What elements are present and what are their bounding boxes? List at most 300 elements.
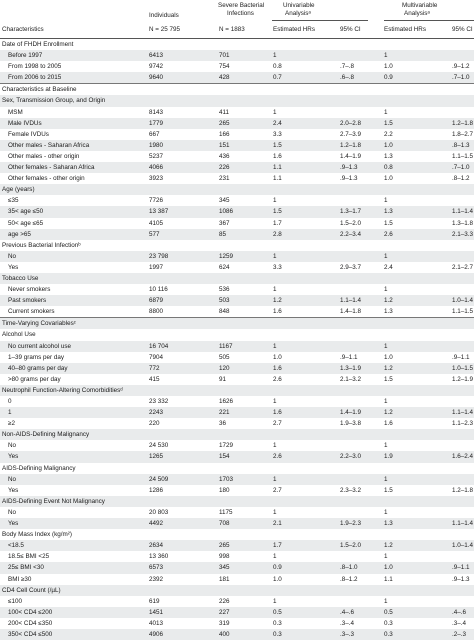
cell-hr: 0.9 <box>273 564 282 572</box>
table-row <box>0 61 474 72</box>
header-univariable-line1: Univariable <box>283 2 315 9</box>
cell-mhr: 1 <box>384 52 388 60</box>
cell-n: 619 <box>149 597 160 605</box>
cell-hr: 1 <box>273 342 277 350</box>
row-label: AIDS-Defining Event Not Malignancy <box>2 497 105 505</box>
cell-hr: 1.6 <box>273 364 282 372</box>
cell-mci: .3–.4 <box>452 619 467 627</box>
row-label: 350< CD4 ≤500 <box>8 630 53 638</box>
cell-mci: 1.2–1.9 <box>452 375 474 383</box>
table-body <box>0 39 474 640</box>
table-row <box>0 341 474 352</box>
cell-mhr: 1 <box>384 342 388 350</box>
cell-mci: 2.1–3.3 <box>452 230 474 238</box>
cell-n: 1451 <box>149 608 164 616</box>
cell-mhr: 2.6 <box>384 230 393 238</box>
cell-mci: 1.0–1.4 <box>452 297 474 305</box>
cell-mhr: 1.5 <box>384 486 393 494</box>
row-label: Other females - other origin <box>8 175 85 183</box>
table-row <box>0 407 474 418</box>
cell-n: 4013 <box>149 619 164 627</box>
cell-n: 6573 <box>149 564 164 572</box>
row-label: Female IVDUs <box>8 130 49 138</box>
header-characteristics: Characteristics <box>2 26 44 33</box>
row-label: 50< age ≤65 <box>8 219 44 227</box>
cell-hr: 0.3 <box>273 619 282 627</box>
cell-n: 24 530 <box>149 442 169 450</box>
cell-hr: 1.6 <box>273 308 282 316</box>
table-row <box>0 273 474 284</box>
cell-mhr: 1.2 <box>384 542 393 550</box>
header-individuals: Individuals <box>149 12 179 19</box>
table-row <box>0 118 474 129</box>
cell-mhr: 1 <box>384 597 388 605</box>
cell-n: 23 332 <box>149 398 169 405</box>
cell-ci: 1.9–3.8 <box>340 420 362 428</box>
table-row <box>0 363 474 374</box>
row-label: Neutrophil Function-Altering Comorbiditiesᵈ <box>2 386 123 394</box>
cell-n: 6413 <box>149 52 164 60</box>
row-label: ≤35 <box>8 197 19 205</box>
cell-hr: 1 <box>273 475 277 483</box>
cell-mci: .9–1.1 <box>452 564 470 572</box>
table-row <box>0 374 474 385</box>
cell-n: 24 509 <box>149 475 169 483</box>
cell-mhr: 1.9 <box>384 453 393 461</box>
cell-mhr: 0.9 <box>384 74 393 82</box>
multivariable-span-rule <box>384 20 474 21</box>
cell-mci: .4–.6 <box>452 608 467 616</box>
table-row <box>0 540 474 551</box>
cell-n: 1779 <box>149 119 164 127</box>
cell-hr: 1.0 <box>273 575 282 583</box>
cell-ci: 2.0–2.8 <box>340 119 362 127</box>
cell-sbi: 221 <box>219 409 230 417</box>
univariable-span-rule <box>272 20 368 21</box>
cell-mci: 1.1–1.5 <box>452 308 474 316</box>
row-label: No <box>8 252 17 260</box>
cell-mhr: 1.0 <box>384 141 393 149</box>
cell-ci: 1.1–1.4 <box>340 297 362 305</box>
cell-hr: 1.7 <box>273 542 282 550</box>
row-label: Non-AIDS-Defining Malignancy <box>2 431 90 439</box>
cell-hr: 1.6 <box>273 409 282 417</box>
table-row <box>0 39 474 50</box>
cell-ci: .4–.6 <box>340 608 355 616</box>
cell-sbi: 411 <box>219 108 230 116</box>
header-ci-multi: 95% CI <box>452 26 473 33</box>
table-row <box>0 306 474 317</box>
table-row <box>0 206 474 217</box>
row-label: No <box>8 442 17 450</box>
cell-mhr: 1 <box>384 286 388 294</box>
row-label: BMI ≥30 <box>8 575 32 583</box>
cell-mhr: 0.5 <box>384 608 393 616</box>
table-row <box>0 485 474 496</box>
cell-n: 7904 <box>149 353 164 361</box>
cell-n: 1286 <box>149 486 164 494</box>
table-row <box>0 129 474 140</box>
row-label: Tobacco Use <box>2 274 39 282</box>
cell-sbi: 1729 <box>219 442 234 450</box>
cell-hr: 0.5 <box>273 608 282 616</box>
cell-ci: .3–.4 <box>340 619 355 627</box>
cell-n: 4066 <box>149 164 164 172</box>
cell-mhr: 1 <box>384 108 388 116</box>
cell-mci: 1.2–1.8 <box>452 486 474 494</box>
cell-n: 13 360 <box>149 553 169 561</box>
cell-n: 1265 <box>149 453 164 461</box>
cell-ci: 1.5–2.0 <box>340 219 362 227</box>
cell-mhr: 1 <box>384 553 388 561</box>
cell-mhr: 1.2 <box>384 409 393 417</box>
cell-hr: 1.5 <box>273 208 282 216</box>
cell-n: 1997 <box>149 263 164 271</box>
row-label: Body Mass Index (kg/m²) <box>2 531 72 539</box>
row-label: age >65 <box>8 230 31 238</box>
cell-mci: 1.1–1.4 <box>452 409 474 417</box>
cell-sbi: 754 <box>219 63 230 71</box>
cell-mci: 1.1–1.4 <box>452 208 474 216</box>
row-label: No current alcohol use <box>8 342 72 350</box>
cell-sbi: 166 <box>219 130 230 138</box>
cell-mhr: 1.3 <box>384 152 393 160</box>
cell-sbi: 36 <box>219 420 227 428</box>
cell-mci: .7–1.0 <box>452 164 470 172</box>
row-label: Sex, Transmission Group, and Origin <box>2 97 106 105</box>
table-row <box>0 229 474 240</box>
cell-ci: .9–1.1 <box>340 353 358 361</box>
table-row <box>0 317 474 329</box>
row-label: Male IVDUs <box>8 119 42 127</box>
cell-mci: .8–1.3 <box>452 141 470 149</box>
cell-sbi: 428 <box>219 74 230 82</box>
cell-mhr: 1 <box>384 252 388 260</box>
row-label: Previous Bacterial Infectionᵇ <box>2 241 81 249</box>
cell-n: 3923 <box>149 175 164 183</box>
row-label: Past smokers <box>8 297 47 305</box>
table-row <box>0 295 474 306</box>
table-row <box>0 429 474 440</box>
cell-hr: 1.0 <box>273 353 282 361</box>
table-row <box>0 140 474 151</box>
cell-sbi: 400 <box>219 630 230 638</box>
table-row <box>0 95 474 106</box>
cell-hr: 1.5 <box>273 141 282 149</box>
cell-mhr: 1.3 <box>384 208 393 216</box>
cell-sbi: 154 <box>219 453 230 461</box>
cell-n: 4906 <box>149 630 164 638</box>
cell-hr: 2.4 <box>273 119 282 127</box>
cell-hr: 1 <box>273 252 277 260</box>
cell-mci: 1.3–1.8 <box>452 219 474 227</box>
cell-ci: 2.7–3.9 <box>340 130 362 138</box>
cell-mhr: 1.5 <box>384 219 393 227</box>
table-row <box>0 162 474 173</box>
table-row <box>0 83 474 95</box>
cell-mci: 1.6–2.4 <box>452 453 474 461</box>
cell-n: 2634 <box>149 542 164 550</box>
cell-sbi: 1167 <box>219 342 233 350</box>
cell-hr: 0.8 <box>273 63 282 71</box>
cell-n: 8800 <box>149 308 164 316</box>
header-sbi-line2: Infections <box>227 10 254 17</box>
table-row <box>0 562 474 573</box>
cell-mci: 2.1–2.7 <box>452 263 474 271</box>
cell-n: 4105 <box>149 219 164 227</box>
cell-ci: 1.5–2.0 <box>340 542 362 550</box>
cell-n: 1980 <box>149 141 164 149</box>
table-row <box>0 240 474 251</box>
cell-sbi: 536 <box>219 286 230 294</box>
cell-ci: 1.4–1.9 <box>340 409 362 417</box>
cell-sbi: 345 <box>219 197 230 205</box>
cell-mci: 1.0–1.5 <box>452 364 474 372</box>
row-label: Never smokers <box>8 286 51 294</box>
cell-mhr: 1 <box>384 197 388 205</box>
table-row <box>0 607 474 618</box>
cell-hr: 1.1 <box>273 175 282 183</box>
cell-mhr: 1.5 <box>384 119 393 127</box>
cell-ci: .8–1.0 <box>340 564 358 572</box>
table-row <box>0 262 474 273</box>
header-estimated-hrs-multi: Estimated HRs <box>384 26 426 33</box>
row-label: Yes <box>8 486 19 494</box>
cell-sbi: 345 <box>219 564 230 572</box>
table-row <box>0 173 474 184</box>
cell-mhr: 1.2 <box>384 297 393 305</box>
cell-mhr: 0.8 <box>384 164 393 172</box>
cell-sbi: 701 <box>219 52 230 60</box>
cell-mci: .9–1.2 <box>452 63 470 71</box>
row-label: Other females - Saharan Africa <box>8 164 95 172</box>
table-row <box>0 451 474 462</box>
cell-hr: 3.3 <box>273 130 282 138</box>
cell-n: 7726 <box>149 197 164 205</box>
row-label: 1–39 grams per day <box>8 353 65 361</box>
cell-mci: .8–1.2 <box>452 175 470 183</box>
cell-ci: 1.2–1.8 <box>340 141 362 149</box>
cell-ci: 1.3–1.7 <box>340 208 362 216</box>
cell-ci: .9–1.3 <box>340 164 358 172</box>
cell-ci: 2.1–3.2 <box>340 375 362 383</box>
cell-n: 6879 <box>149 297 164 305</box>
table-row <box>0 151 474 162</box>
cell-sbi: 151 <box>219 141 230 149</box>
cell-mci: 1.0–1.4 <box>452 542 474 550</box>
cell-mhr: 1.1 <box>384 575 393 583</box>
row-label: No <box>8 508 17 516</box>
cell-mhr: 1.0 <box>384 353 393 361</box>
cell-hr: 1.1 <box>273 164 282 172</box>
cell-hr: 1 <box>273 553 277 561</box>
row-label: Date of FHDH Enrollment <box>2 41 74 48</box>
table-row <box>0 329 474 340</box>
cell-sbi: 998 <box>219 553 230 561</box>
cell-sbi: 1086 <box>219 208 234 216</box>
cell-mci: .2–.3 <box>452 630 467 638</box>
cell-n: 23 798 <box>149 252 169 260</box>
row-label: 40–80 grams per day <box>8 364 68 372</box>
header-n-sbi: N = 1883 <box>219 26 245 33</box>
cell-mhr: 1.5 <box>384 375 393 383</box>
cell-n: 220 <box>149 420 160 428</box>
cell-ci: .8–1.2 <box>340 575 358 583</box>
cell-hr: 2.8 <box>273 230 282 238</box>
cell-n: 13 387 <box>149 208 169 216</box>
cell-mhr: 1.0 <box>384 175 393 183</box>
cell-mhr: 1.0 <box>384 63 393 71</box>
cell-mhr: 1.2 <box>384 364 393 372</box>
cell-sbi: 180 <box>219 486 230 494</box>
cell-hr: 2.1 <box>273 520 282 528</box>
table-row <box>0 551 474 562</box>
cell-n: 667 <box>149 130 160 138</box>
cell-sbi: 503 <box>219 297 230 305</box>
cell-hr: 1.2 <box>273 297 282 305</box>
cell-mci: 1.1–1.4 <box>452 520 474 528</box>
table-row <box>0 585 474 596</box>
cell-mhr: 0.3 <box>384 619 393 627</box>
table-row <box>0 474 474 485</box>
cell-n: 16 704 <box>149 342 169 350</box>
header-estimated-hrs: Estimated HRs <box>273 26 315 33</box>
cell-hr: 1 <box>273 108 277 116</box>
row-label: Alcohol Use <box>2 331 36 339</box>
row-label: Age (years) <box>2 186 35 194</box>
cell-mci: 1.8–2.7 <box>452 130 474 138</box>
cell-sbi: 227 <box>219 608 230 616</box>
row-label: 18.5≤ BMI <25 <box>8 553 50 561</box>
table-row <box>0 195 474 206</box>
cell-mhr: 2.2 <box>384 130 393 138</box>
table-row <box>0 574 474 585</box>
cell-n: 9640 <box>149 74 164 82</box>
cell-mhr: 1 <box>384 398 388 405</box>
row-label: Other males - other origin <box>8 152 80 160</box>
cell-n: 577 <box>149 230 160 238</box>
cell-mhr: 0.3 <box>384 630 393 638</box>
cell-sbi: 319 <box>219 619 230 627</box>
cell-ci: 1.4–1.8 <box>340 308 362 316</box>
row-label: 0 <box>8 398 12 405</box>
row-label: CD4 Cell Count (/µL) <box>2 586 61 594</box>
cell-mci: .7–1.0 <box>452 74 470 82</box>
table-row <box>0 251 474 262</box>
row-label: Yes <box>8 263 19 271</box>
row-label: Characteristics at Baseline <box>2 86 77 94</box>
cell-ci: .7–.8 <box>340 63 355 71</box>
header-n-individuals: N = 25 795 <box>149 26 180 33</box>
row-label: ≤100 <box>8 597 22 605</box>
table-row <box>0 284 474 295</box>
table-row <box>0 107 474 118</box>
cell-n: 2243 <box>149 409 164 417</box>
table-row <box>0 418 474 429</box>
table-row <box>0 507 474 518</box>
cell-mhr: 1 <box>384 475 388 483</box>
row-label: Time-Varying Covariablesᶜ <box>2 320 76 328</box>
cell-sbi: 848 <box>219 308 230 316</box>
cell-hr: 1 <box>273 52 277 60</box>
header-multivariable-line2: Analysisᵃ <box>404 10 430 17</box>
row-label: >80 grams per day <box>8 375 61 383</box>
row-label: From 1998 to 2005 <box>8 63 62 71</box>
cell-sbi: 1626 <box>219 398 234 405</box>
row-label: Yes <box>8 453 19 461</box>
cell-ci: .3–.3 <box>340 630 355 638</box>
table-row <box>0 396 474 407</box>
cell-sbi: 181 <box>219 575 230 583</box>
cell-sbi: 367 <box>219 219 230 227</box>
row-label: Other males - Saharan Africa <box>8 141 90 149</box>
cell-mhr: 1.3 <box>384 520 393 528</box>
row-label: 200< CD4 ≤350 <box>8 619 53 627</box>
cell-hr: 0.3 <box>273 630 282 638</box>
cell-ci: 2.2–3.4 <box>340 230 362 238</box>
header-multivariable-line1: Multivariable <box>402 2 438 9</box>
cell-hr: 1 <box>273 508 277 516</box>
header-univariable-line2: Analysisᵃ <box>285 10 311 17</box>
cell-sbi: 265 <box>219 119 230 127</box>
table-row <box>0 629 474 640</box>
cell-hr: 1 <box>273 597 277 605</box>
cell-hr: 2.6 <box>273 375 282 383</box>
cell-ci: 2.3–3.2 <box>340 486 362 494</box>
row-label: Yes <box>8 520 19 528</box>
cell-mhr: 2.4 <box>384 263 393 271</box>
table-row <box>0 618 474 629</box>
cell-sbi: 85 <box>219 230 227 238</box>
row-label: AIDS-Defining Malignancy <box>2 464 76 472</box>
cell-hr: 0.7 <box>273 74 282 82</box>
cell-mhr: 1.6 <box>384 420 393 428</box>
cell-ci: 2.9–3.7 <box>340 263 362 271</box>
cell-mhr: 1.3 <box>384 308 393 316</box>
cell-hr: 1 <box>273 398 277 405</box>
cell-n: 10 116 <box>149 286 168 294</box>
header-sbi-line1: Severe Bacterial <box>218 2 265 9</box>
table-row <box>0 596 474 607</box>
cell-n: 20 803 <box>149 508 169 516</box>
row-label: 1 <box>8 409 12 417</box>
cell-ci: .6–.8 <box>340 74 355 82</box>
cell-hr: 1.7 <box>273 219 282 227</box>
table-row <box>0 218 474 229</box>
cell-hr: 2.6 <box>273 453 282 461</box>
table-row <box>0 496 474 507</box>
cell-n: 5237 <box>149 152 164 160</box>
cell-sbi: 436 <box>219 152 230 160</box>
cell-mci: 1.2–1.8 <box>452 119 474 127</box>
cell-n: 8143 <box>149 108 164 116</box>
row-label: ≥2 <box>8 420 15 428</box>
row-label: MSM <box>8 108 23 116</box>
table-row <box>0 529 474 540</box>
cell-sbi: 226 <box>219 164 230 172</box>
cell-hr: 1 <box>273 286 277 294</box>
cell-sbi: 1259 <box>219 252 234 260</box>
table-row <box>0 463 474 474</box>
cell-ci: 1.4–1.9 <box>340 152 362 160</box>
cell-hr: 1 <box>273 442 277 450</box>
cell-sbi: 1703 <box>219 475 234 483</box>
cell-hr: 2.7 <box>273 486 282 494</box>
cell-mhr: 1 <box>384 508 388 516</box>
cell-n: 4492 <box>149 520 164 528</box>
cell-mhr: 1.0 <box>384 564 393 572</box>
header-ci: 95% CI <box>340 26 361 33</box>
